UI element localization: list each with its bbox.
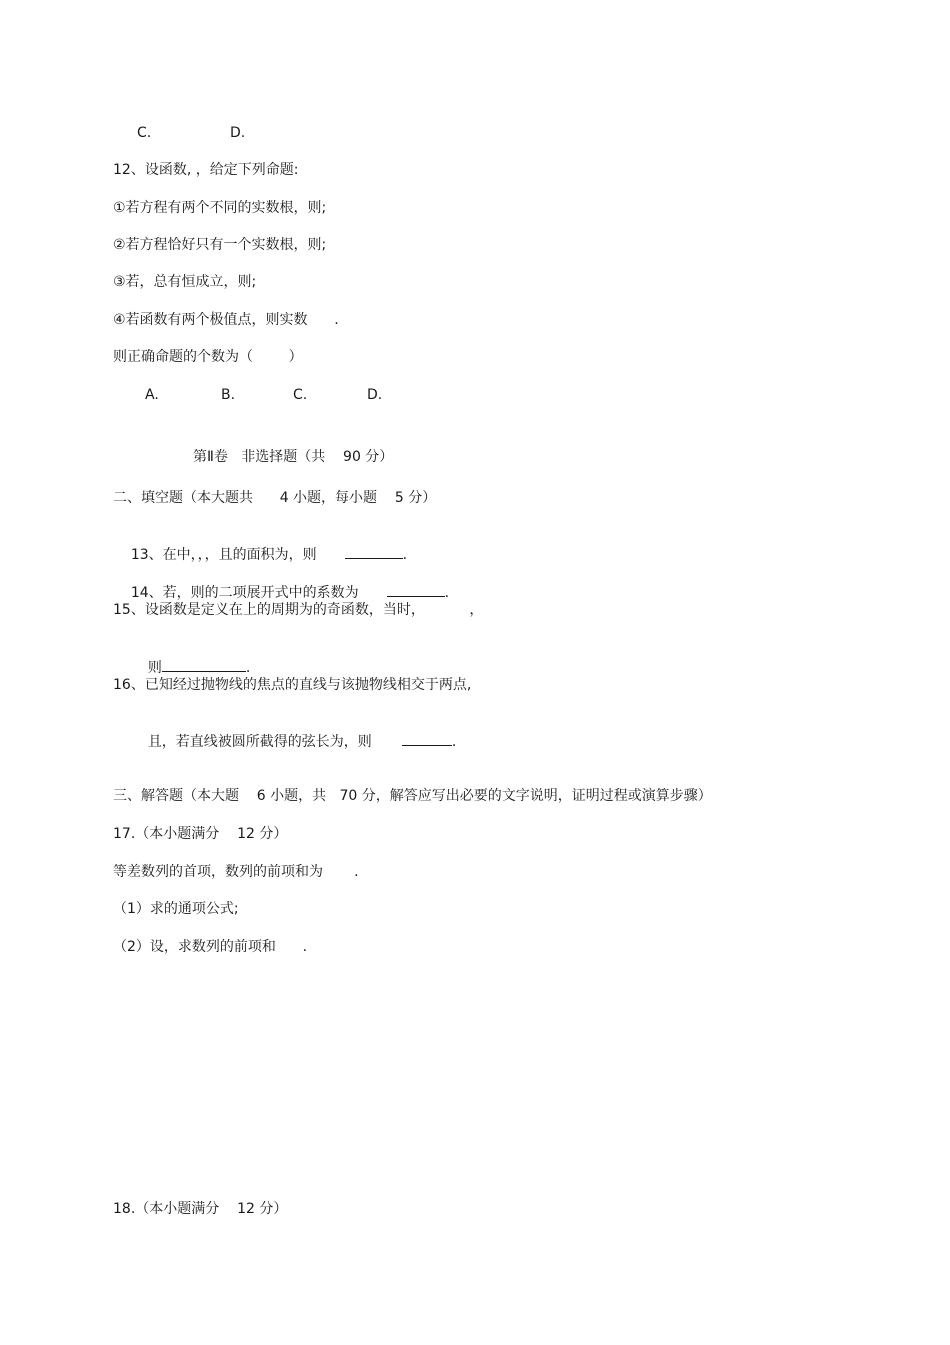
q12-stem: 12、设函数, ，给定下列命题:: [113, 162, 299, 178]
q12-item-1: ①若方程有两个不同的实数根，则;: [113, 200, 327, 216]
q16-text: 16、已知经过抛物线的焦点的直线与该抛物线相交于两点,: [113, 677, 472, 693]
q15-answer-blank[interactable]: [162, 657, 246, 672]
q12-option-c: C.: [293, 387, 308, 403]
q12-item-3: ③若，总有恒成立，则;: [113, 274, 257, 290]
q14-period: .: [444, 585, 450, 601]
q12-option-d: D.: [367, 387, 383, 403]
q16-cont-text: 且，若直线被圆所截得的弦长为，则: [147, 734, 372, 750]
q11-option-d: D.: [230, 125, 246, 141]
q15-period: .: [245, 660, 251, 676]
section-3-heading: 三、解答题（本大题 6 小题，共 70 分，解答应写出必要的文字说明，证明过程或演算步骤）: [113, 788, 712, 804]
q15-cont-text: 则: [147, 660, 162, 676]
q12-question: 则正确命题的个数为（ ）: [113, 349, 303, 365]
part-2-title: 第Ⅱ卷 非选择题（共 90 分）: [193, 449, 394, 465]
q18-title: 18.（本小题满分 12 分）: [113, 1201, 288, 1217]
q17-stem: 等差数列的首项，数列的前项和为 .: [113, 864, 359, 880]
q16-period: .: [451, 734, 457, 750]
q17-part-2: （2）设，求数列的前项和 .: [113, 939, 308, 955]
q16-answer-blank[interactable]: [402, 731, 452, 746]
q12-option-a: A.: [145, 387, 159, 403]
q12-item-2: ②若方程恰好只有一个实数根，则;: [113, 237, 327, 253]
q15-text: 15、设函数是定义在上的周期为的奇函数，当时， ，: [113, 602, 484, 618]
section-2-heading: 二、填空题（本大题共 4 小题，每小题 5 分）: [113, 490, 437, 506]
q11-option-c: C.: [137, 125, 152, 141]
q14-answer-blank[interactable]: [387, 582, 445, 597]
q13-text: 13、在中，，，且的面积为，则: [130, 547, 317, 563]
q14-text: 14、若，则的二项展开式中的系数为: [130, 585, 359, 601]
q13-answer-blank[interactable]: [345, 544, 403, 559]
q17-title: 17.（本小题满分 12 分）: [113, 826, 288, 842]
q17-part-1: （1）求的通项公式;: [113, 901, 239, 917]
q12-item-4: ④若函数有两个极值点，则实数 .: [113, 312, 339, 328]
q16-continuation: [130, 713, 456, 769]
q12-option-b: B.: [221, 387, 236, 403]
q13-period: .: [402, 547, 408, 563]
